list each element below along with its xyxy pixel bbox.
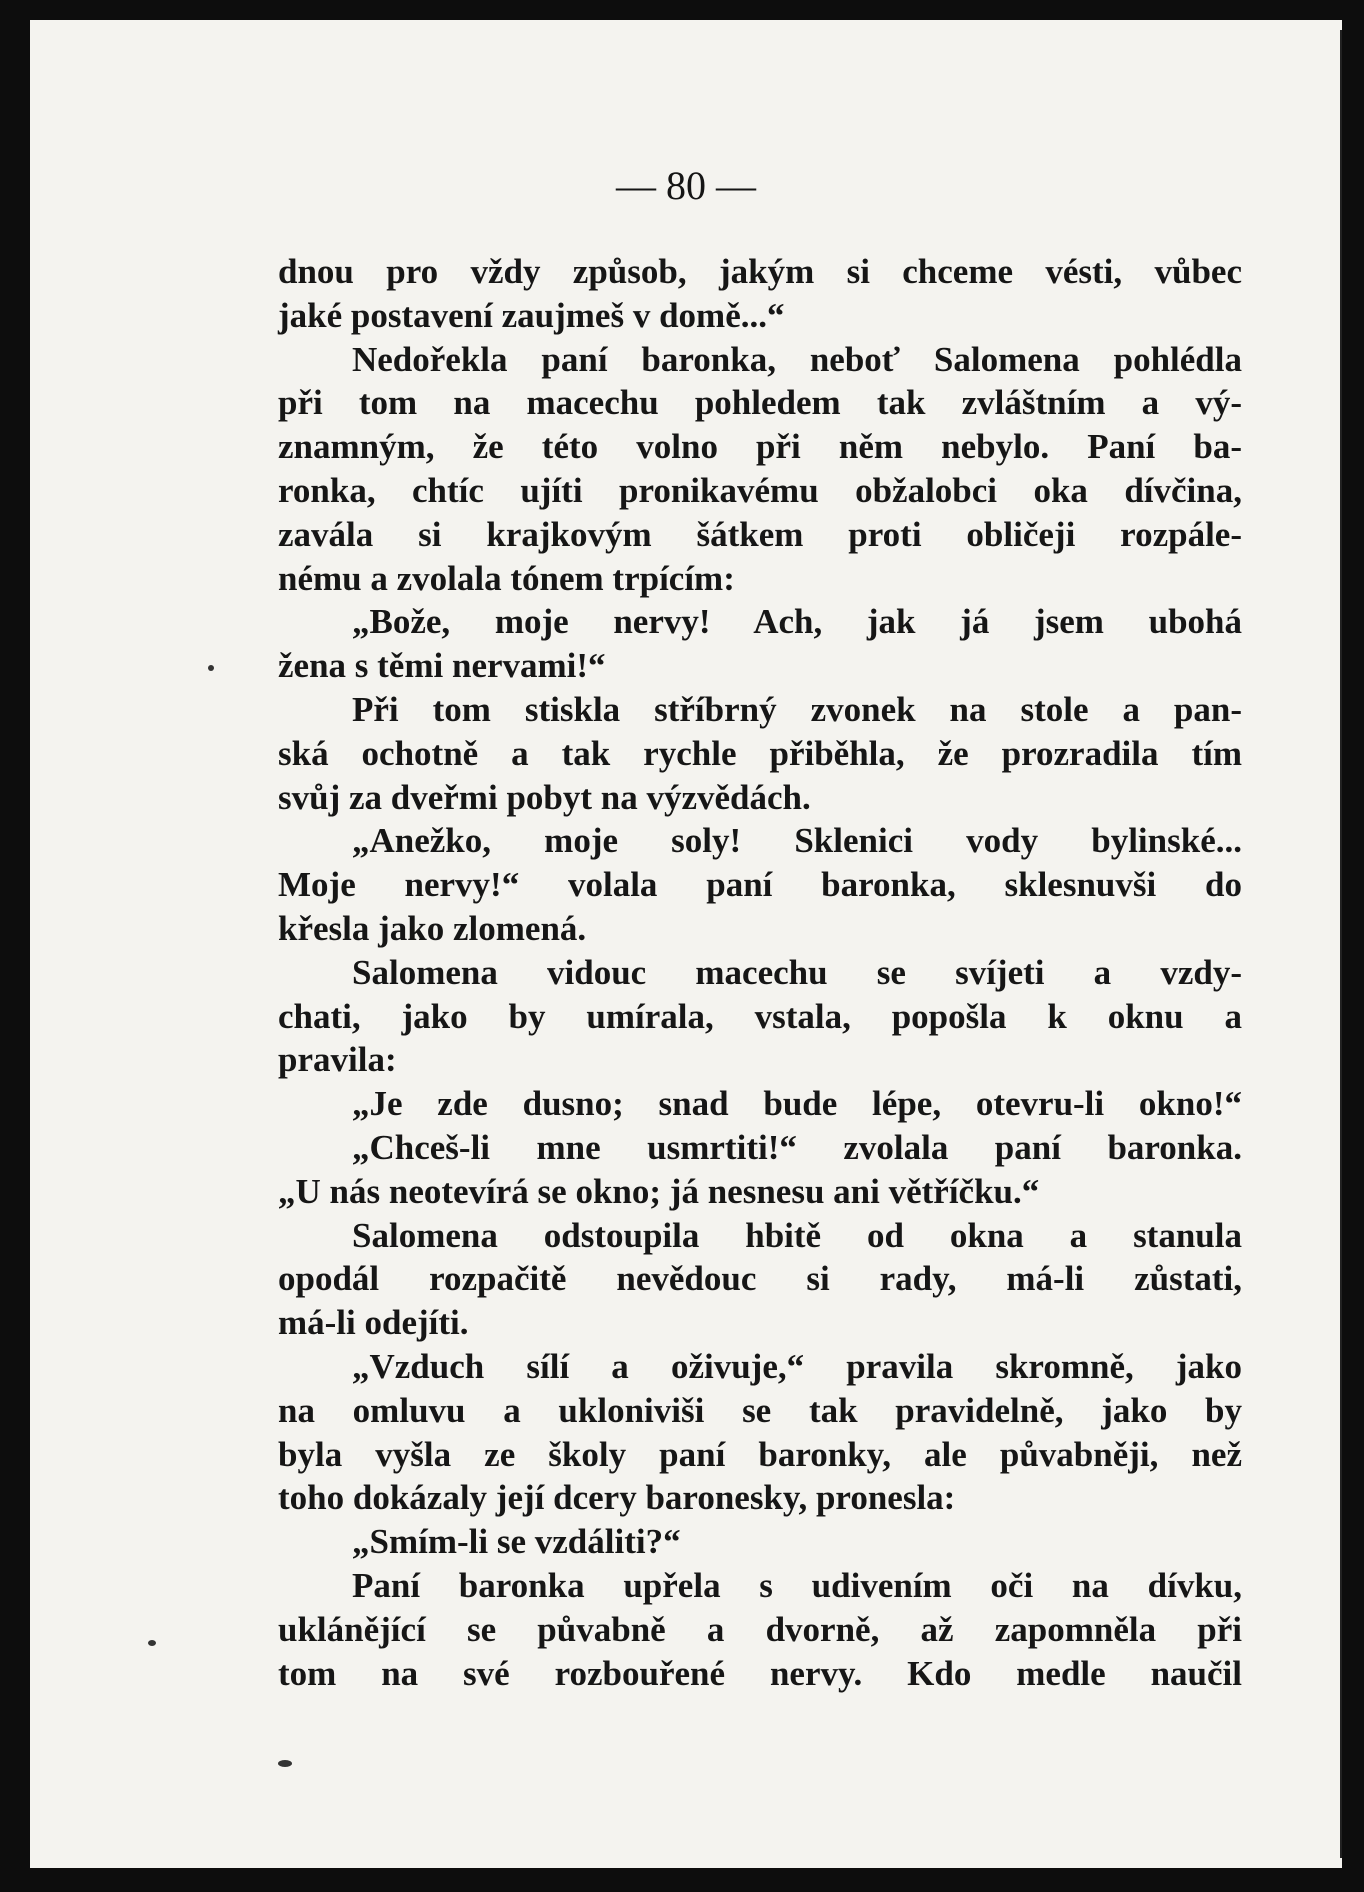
text-line: ská ochotně a tak rychle přiběhla, že prozradila tím [278,733,1242,773]
body-text [278,250,1242,1695]
scan-speck [148,1640,156,1646]
page-number: — 80 — [616,163,756,208]
scan-speck [278,1760,292,1767]
text-line: jaké postavení zaujmeš v domě...“ [278,295,785,335]
text-line: Paní baronka upřela s udivením oči na dívku, [352,1565,1242,1605]
text-line: dnou pro vždy způsob, jakým si chceme vésti, vůbec [278,252,1242,291]
text-line: tom na své rozbouřené nervy. Kdo medle naučil [278,1653,1242,1693]
text-line: ukláněјící se půvabně a dvorně, až zapomněla při [278,1609,1242,1649]
text-line: Nedořekla paní baronka, neboť Salomena pohlédla [352,339,1242,379]
book-page [30,20,1342,1868]
text-line: „Smím-li se vzdáliti?“ [352,1522,681,1562]
text-line: „Chceš-li mne usmrtiti!“ zvolala paní baronka. [352,1127,1242,1167]
text-line: pravila: [278,1040,397,1080]
text-line: zavála si krajkovým šátkem proti obličeji rozpále- [278,514,1242,554]
text-line: „Vzduch sílí a oživuje,“ pravila skromně, jako [352,1346,1242,1386]
text-line: na omluvu a ukloniviši se tak pravidelně, jako by [278,1390,1242,1430]
text-line: „Je zde dusno; snad bude lépe, otevru-li okno!“ [352,1084,1242,1124]
text-line: při tom na macechu pohledem tak zvláštním a vý- [278,383,1242,423]
text-line: Salomena vidouc macechu se svíjeti a vzdy- [352,952,1242,992]
text-line: toho dokázaly její dcery baronesky, pronesla: [278,1478,956,1518]
text-line: má-li odejíti. [278,1303,469,1343]
text-line: „Anežko, moje soly! Sklenici vody bylinské... [352,821,1242,861]
text-line: ronka, chtíc ujíti pronikavému obžalobci oka dívčina, [278,470,1242,510]
text-line: Salomena odstoupila hbitě od okna a stanula [352,1215,1242,1255]
text-line: křesla jako zlomená. [278,908,587,948]
text-line: „Bože, moje nervy! Ach, jak já jsem ubohá [352,602,1242,642]
text-line: znamným, že této volno při něm nebylo. Paní ba- [278,427,1242,467]
text-line: opodál rozpačitě nevědouc si rady, má-li zůstati, [278,1259,1242,1299]
text-line: chati, jako by umírala, vstala, popošla k oknu a [278,996,1242,1036]
text-line: žena s těmi nervami!“ [278,646,606,686]
right-edge-line [1340,30,1342,1858]
text-line: Moje nervy!“ volala paní baronka, sklesnuvši do [278,865,1242,905]
text-line: nému a zvolala tónem trpícím: [278,558,735,598]
text-line: Při tom stiskla stříbrný zvonek na stole a pan- [352,689,1242,729]
scan-speck [208,665,214,671]
text-line: „U nás neotevírá se okno; já nesnesu ani větříčku.“ [278,1171,1040,1211]
text-line: byla vyšla ze školy paní baronky, ale půvabněji, než [278,1434,1242,1474]
text-line: svůj za dveřmi pobyt na výzvědách. [278,777,811,817]
